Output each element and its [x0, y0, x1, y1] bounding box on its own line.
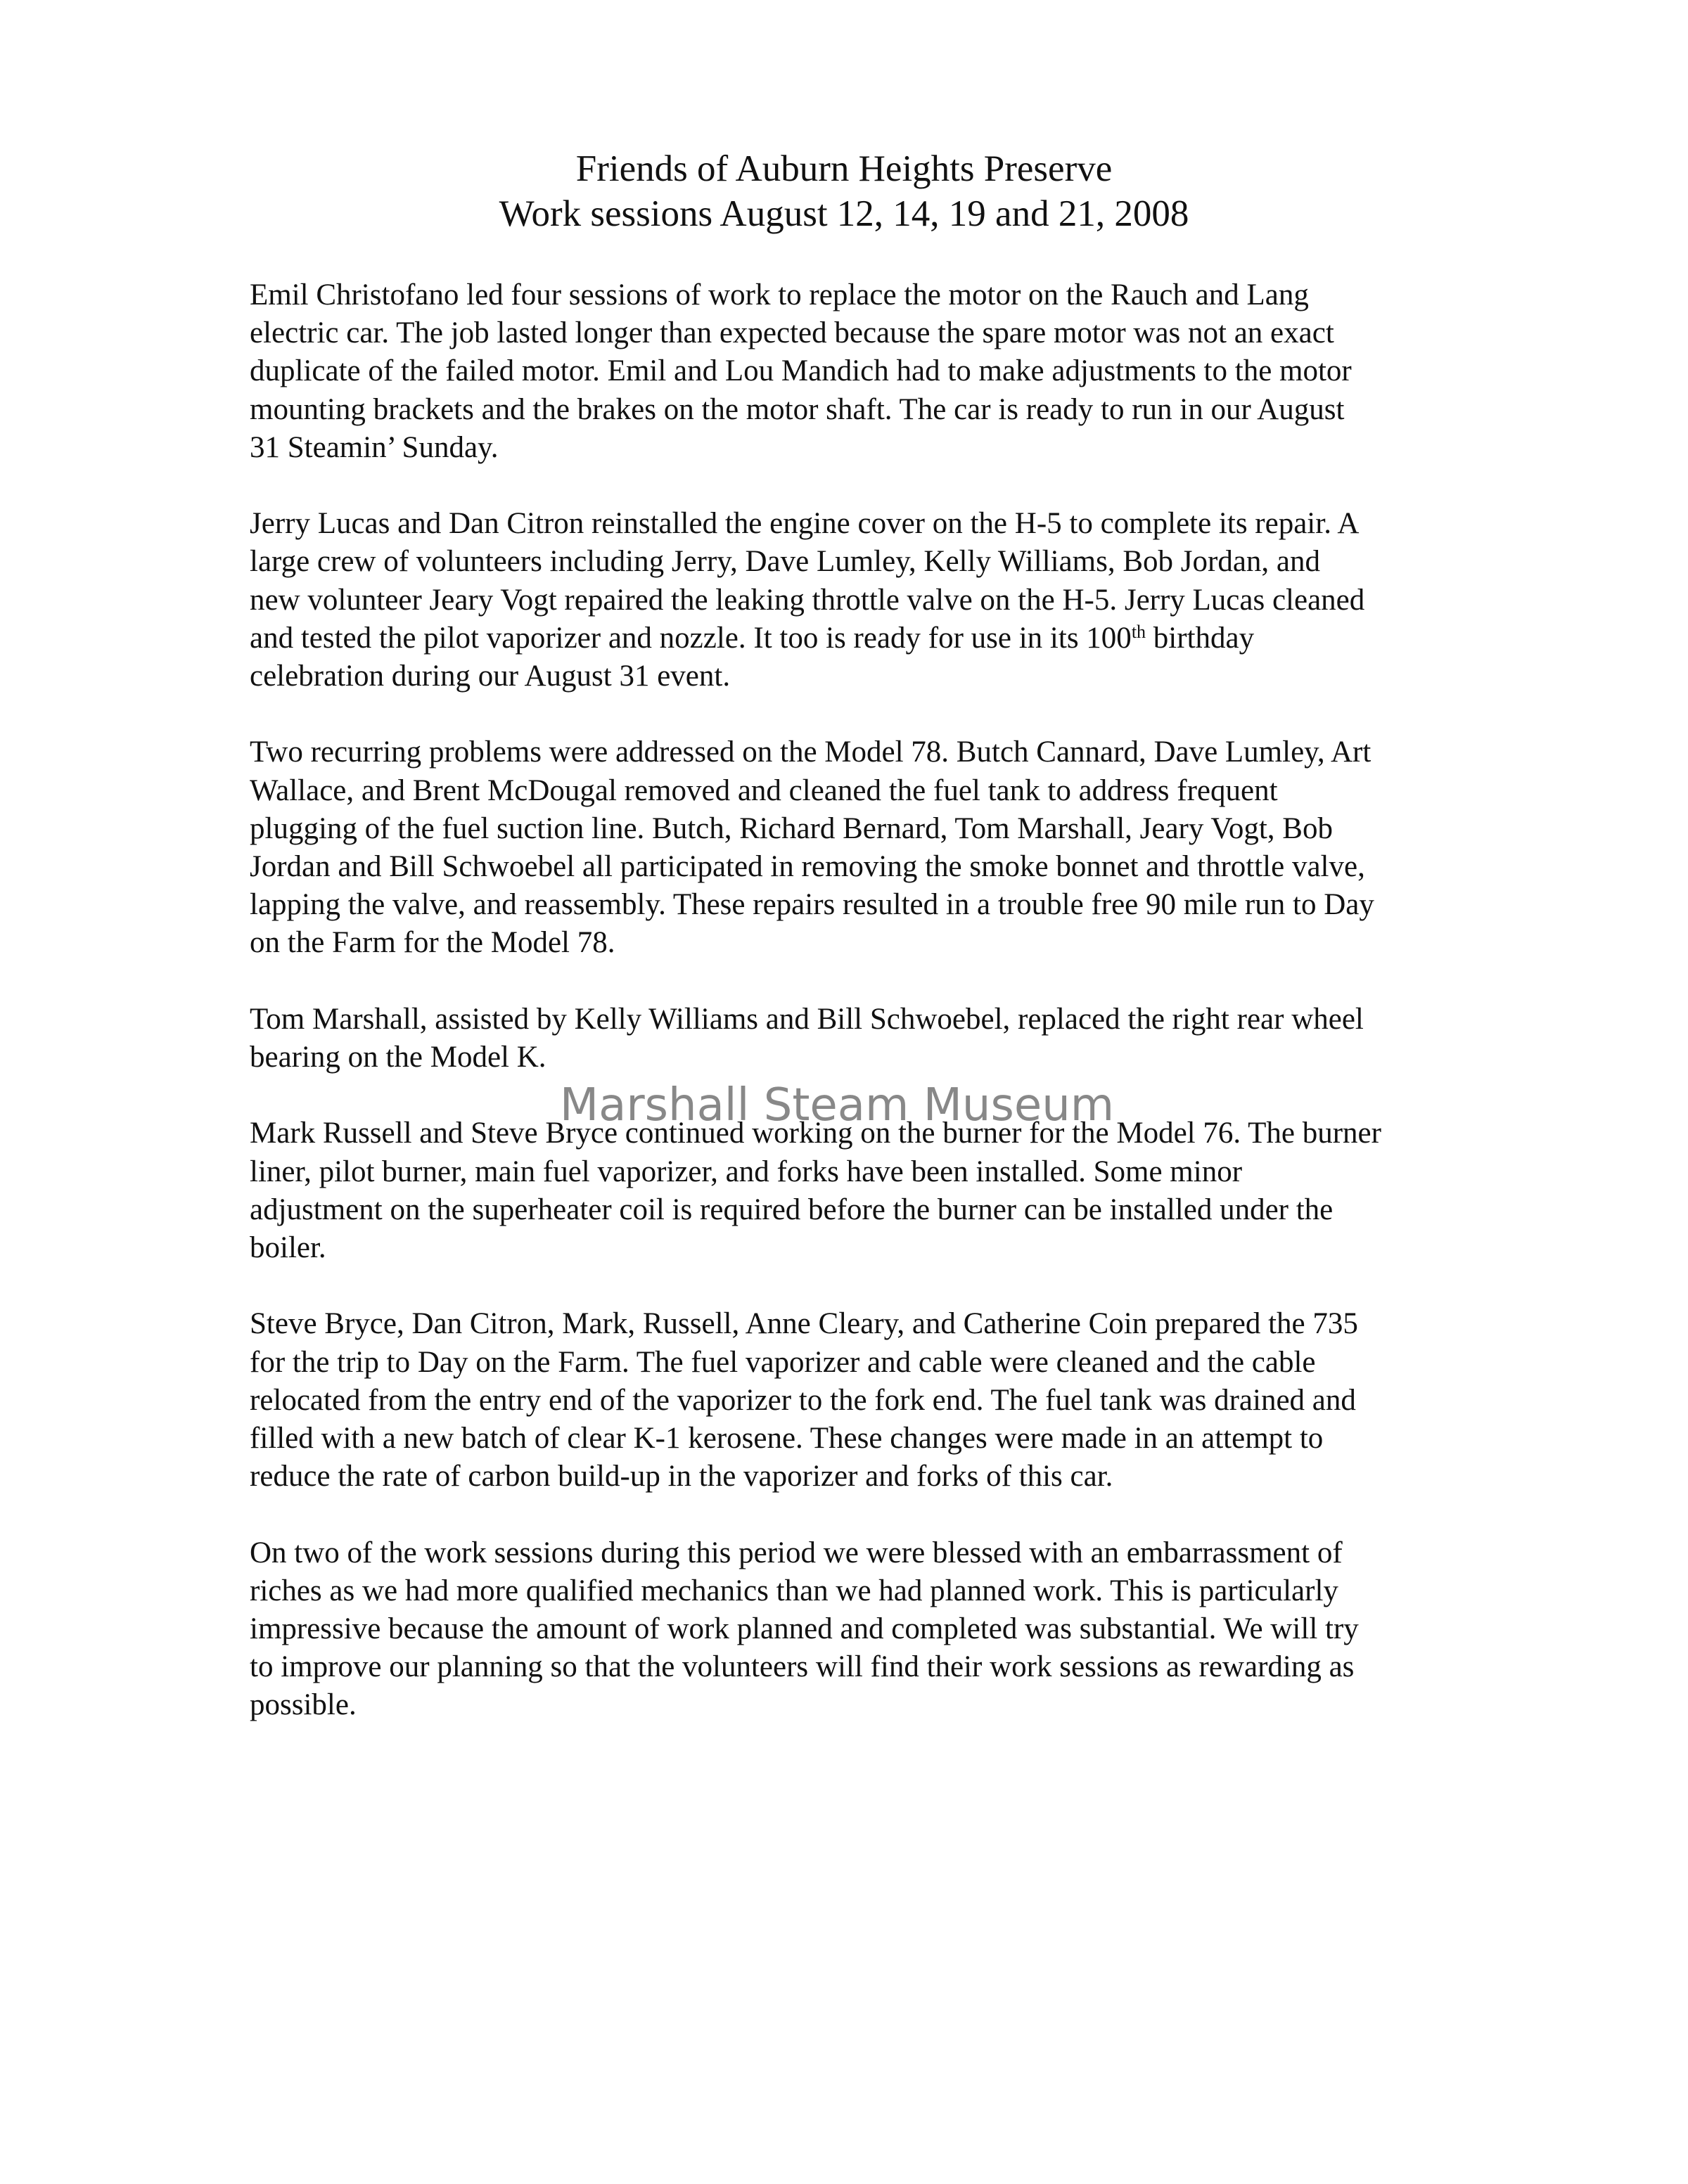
text-line: Steve Bryce, Dan Citron, Mark, Russell, Anne Cleary, and Catherine Coin prepared the 735: [250, 1307, 1358, 1341]
paragraph-model-k: [250, 1001, 1502, 1077]
text-line: for the trip to Day on the Farm. The fuel vaporizer and cable were cleaned and the cable: [250, 1345, 1316, 1379]
text-line: plugging of the fuel suction line. Butch, Richard Bernard, Tom Marshall, Jeary Vogt, Bob: [250, 811, 1333, 845]
text-line: impressive because the amount of work planned and completed was substantial. We will try: [250, 1612, 1359, 1646]
text-fragment: birthday: [1146, 621, 1255, 655]
text-line: [250, 619, 1502, 657]
text-line: bearing on the Model K.: [250, 1041, 546, 1074]
text-line: riches as we had more qualified mechanics than we had planned work. This is particularly: [250, 1574, 1338, 1607]
museum-watermark: Marshall Steam Museum: [559, 1079, 1115, 1131]
text-line: celebration during our August 31 event.: [250, 660, 731, 693]
paragraph-closing: [250, 1534, 1502, 1725]
document-header: [0, 146, 1688, 236]
text-line: reduce the rate of carbon build-up in the vaporizer and forks of this car.: [250, 1460, 1113, 1494]
text-fragment: and tested the pilot vaporizer and nozzle. It too is ready for use in its 100: [250, 621, 1132, 655]
text-line: 31 Steamin’ Sunday.: [250, 430, 499, 464]
text-line: adjustment on the superheater coil is required before the burner can be installed under the: [250, 1193, 1334, 1226]
text-line: large crew of volunteers including Jerry, Dave Lumley, Kelly Williams, Bob Jordan, and: [250, 545, 1320, 579]
text-line: filled with a new batch of clear K-1 kerosene. These changes were made in an attempt to: [250, 1422, 1324, 1456]
text-line: Mark Russell and Steve Bryce continued working on the burner for the Model 76. The burner: [250, 1117, 1381, 1150]
text-line: Jordan and Bill Schwoebel all participated in removing the smoke bonnet and throttle valve,: [250, 850, 1365, 884]
text-line: duplicate of the failed motor. Emil and Lou Mandich had to make adjustments to the motor: [250, 354, 1352, 388]
paragraph-model-78: [250, 733, 1502, 962]
document-title: Friends of Auburn Heights Preserve: [575, 148, 1113, 189]
text-line: Emil Christofano led four sessions of work to replace the motor on the Rauch and Lang: [250, 278, 1309, 311]
text-line: new volunteer Jeary Vogt repaired the leaking throttle valve on the H-5. Jerry Lucas cleaned: [250, 583, 1365, 617]
document-body: [250, 276, 1502, 1763]
text-line: Two recurring problems were addressed on the Model 78. Butch Cannard, Dave Lumley, Art: [250, 736, 1372, 769]
document-subtitle: Work sessions August 12, 14, 19 and 21, 2008: [499, 193, 1189, 234]
text-line: to improve our planning so that the volunteers will find their work sessions as rewarding as: [250, 1650, 1355, 1684]
text-line: mounting brackets and the brakes on the motor shaft. The car is ready to run in our August: [250, 392, 1345, 426]
text-line: electric car. The job lasted longer than expected because the spare motor was not an exact: [250, 316, 1334, 350]
paragraph-rauch-lang: [250, 276, 1502, 467]
superscript-ordinal: th: [1131, 621, 1146, 642]
text-line: on the Farm for the Model 78.: [250, 926, 615, 960]
text-line: Tom Marshall, assisted by Kelly Williams and Bill Schwoebel, replaced the right rear wheel: [250, 1002, 1364, 1036]
paragraph-model-76: [250, 1115, 1502, 1267]
text-line: Jerry Lucas and Dan Citron reinstalled the engine cover on the H-5 to complete its repair. A: [250, 507, 1360, 541]
text-line: possible.: [250, 1688, 357, 1722]
paragraph-735: [250, 1305, 1502, 1496]
text-line: lapping the valve, and reassembly. These repairs resulted in a trouble free 90 mile run to Day: [250, 888, 1374, 922]
text-line: liner, pilot burner, main fuel vaporizer, and forks have been installed. Some minor: [250, 1155, 1243, 1188]
text-line: boiler.: [250, 1231, 326, 1265]
paragraph-h5: [250, 505, 1502, 695]
text-line: relocated from the entry end of the vaporizer to the fork end. The fuel tank was drained and: [250, 1383, 1356, 1417]
text-line: Wallace, and Brent McDougal removed and cleaned the fuel tank to address frequent: [250, 773, 1278, 807]
text-line: On two of the work sessions during this period we were blessed with an embarrassment of: [250, 1536, 1343, 1569]
